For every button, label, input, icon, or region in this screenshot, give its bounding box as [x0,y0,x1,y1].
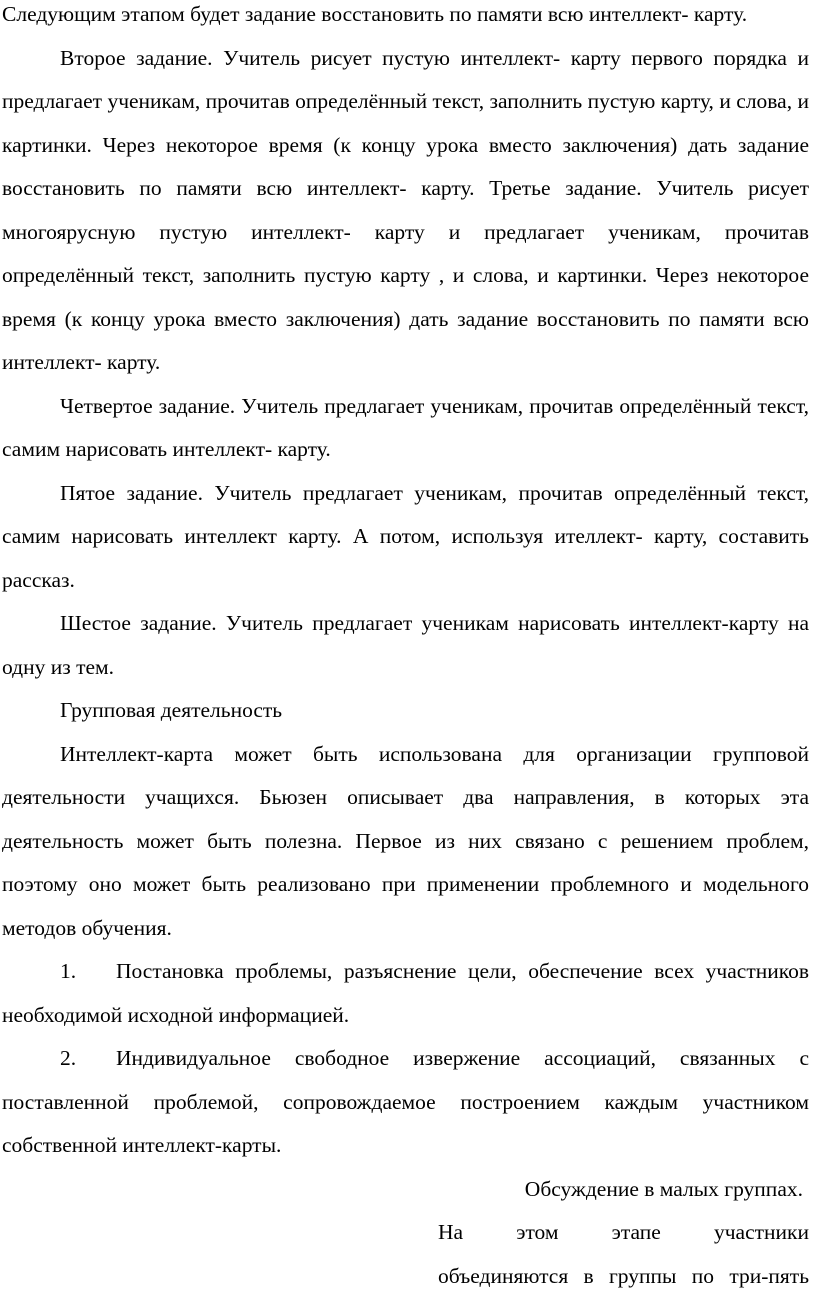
paragraph-2: Второе задание. Учитель рисует пустую интеллект- карту первого порядка и предлагает ученикам, прочитав определённый текст, заполнить пустую карту, и слова, и картинки. Через некоторое время (к концу урока вместо заключения) дать задание восстановить по памяти всю интеллект- карту. Третье задание. Учитель рисует многоярусную пустую интеллект- карту и предлагает ученикам, прочитав определённый текст, заполнить пустую карту , и слова, и картинки. Через некоторое время (к концу урока вместо заключения) дать задание восстановить по памяти всю интеллект- карту. [2,45,809,374]
paragraph-5: Шестое задание. Учитель предлагает ученикам нарисовать интеллект-карту на одну из тем. [2,611,809,679]
list-item-number: 1. [60,959,77,983]
list-item [2,1037,809,1168]
document-page [2,0,809,1298]
paragraph-6: Интеллект-карта может быть использована для организации групповой деятельности учащихся. Бьюзен описывает два направления, в которых эта деятельность может быть полезна. Первое из них связано с решением проблем, поэтому оно может быть реализовано при применении проблемного и модельного методов обучения. [2,741,809,940]
list-item-number: 2. [60,1046,77,1070]
right-justified-line: объединяются в группы по три-пять [438,1263,809,1288]
paragraph-4: Пятое задание. Учитель предлагает ученикам, прочитав определённый текст, самим нарисовать интеллект карту. А потом, используя ителлект- карту, составить рассказ. [2,480,809,592]
right-aligned-line: Обсуждение в малых группах. [524,1176,803,1201]
right-justified-line: На этом этапе участники [438,1220,809,1244]
section-heading: Групповая деятельность [60,698,283,722]
list-item-text: Индивидуальное свободное извержение ассоциаций, связанных с поставленной проблемой, сопровождаемое построением каждым участником собственной интеллект-карты. [2,1046,809,1157]
list-item [2,950,809,1037]
paragraph-1: Следующим этапом будет задание восстановить по памяти всю интеллект- карту. [2,2,748,26]
paragraph-3: Четвертое задание. Учитель предлагает ученикам, прочитав определённый текст, самим нарисовать интеллект- карту. [2,393,809,461]
list-item-text: Постановка проблемы, разъяснение цели, обеспечение всех участников необходимой исходной информацией. [2,959,809,1027]
